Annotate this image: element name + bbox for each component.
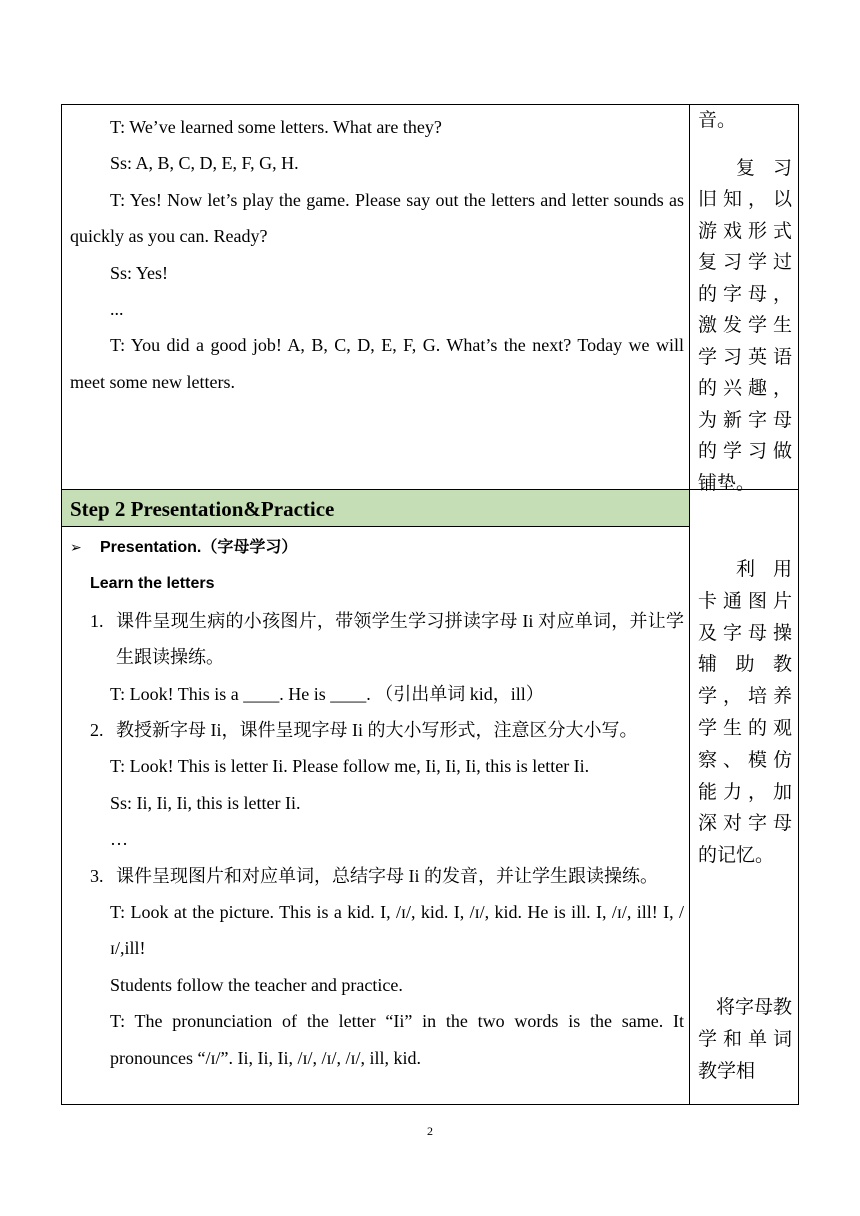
dialogue-line: T: The pronunciation of the letter “Ii” in the two words is the same. It pronounces “/ɪ/”. Ii, Ii, Ii, /ɪ/, /ɪ/, /ɪ/, ill, kid.	[110, 1011, 684, 1068]
lesson-table	[61, 104, 799, 1105]
numbered-item-2	[70, 712, 684, 748]
arrow-bullet-icon: ➢	[70, 540, 82, 556]
dialogue-line: T: You did a good job! A, B, C, D, E, F, G. What’s the next? Today we will meet some new letters.	[70, 335, 684, 392]
item-number: 3.	[90, 865, 104, 886]
step2-content	[70, 530, 684, 1076]
dialogue-line: T: Yes! Now let’s play the game. Please say out the letters and letter sounds as quickly as you can. Ready?	[70, 189, 684, 247]
column-divider	[689, 105, 690, 1104]
presentation-bullet	[70, 530, 684, 566]
step1-dialogue	[70, 109, 684, 400]
item-text: 教授新字母 Ii，课件呈现字母 Ii 的大小写形式，注意区分大小写。	[116, 720, 638, 741]
dialogue-line: T: Look at the picture. This is a kid. I, /ɪ/, kid. I, /ɪ/, kid. He is ill. I, /ɪ/, ill! I, /ɪ/,ill!	[110, 902, 684, 959]
dialogue-line: Ss: A, B, C, D, E, F, G, H.	[110, 153, 299, 174]
step2-heading: Step 2 Presentation&Practice	[62, 490, 689, 526]
dialogue-line: Ss: Yes!	[110, 262, 169, 283]
step2-note-2	[698, 992, 792, 1087]
step2-note-1	[698, 554, 792, 872]
item-number: 1.	[90, 610, 104, 631]
step2-purpose-1: 利用卡通图片及字母操辅助教学，培养学生的观察、模仿能力，加深对字母的记忆。	[698, 558, 792, 867]
presentation-title: Presentation.（字母学习）	[100, 539, 298, 556]
step2-purpose-2: 将字母教学和单词教学相	[698, 996, 793, 1082]
item-number: 2.	[90, 720, 104, 741]
dialogue-line: T: Look! This is a ____. He is ____. （引出单词 kid，ill）	[110, 683, 544, 704]
dialogue-line: Ss: Ii, Ii, Ii, this is letter Ii.	[110, 792, 301, 813]
numbered-item-1	[70, 603, 684, 676]
note-continuation: 音。	[698, 109, 737, 131]
dialogue-line: Students follow the teacher and practice.	[110, 974, 403, 995]
dialogue-line: T: We’ve learned some letters. What are they?	[110, 117, 442, 137]
item-text: 课件呈现生病的小孩图片，带领学生学习拼读字母 Ii 对应单词，并让学生跟读操练。	[116, 610, 684, 668]
numbered-item-3	[70, 858, 684, 894]
item-text: 课件呈现图片和对应单词，总结字母 Ii 的发音，并让学生跟读操练。	[116, 865, 658, 886]
step-heading-divider	[62, 526, 689, 527]
dialogue-line: …	[110, 829, 128, 850]
dialogue-line: ...	[110, 299, 124, 320]
dialogue-line: T: Look! This is letter Ii. Please follow me, Ii, Ii, Ii, this is letter Ii.	[110, 756, 590, 777]
step1-note	[698, 105, 792, 499]
page-number: 2	[427, 1124, 433, 1138]
step1-purpose: 复习旧知，以游戏形式复习学过的字母，激发学生学习英语的兴趣，为新字母的学习做铺垫。	[698, 156, 792, 494]
learn-letters-heading: Learn the letters	[90, 575, 215, 593]
